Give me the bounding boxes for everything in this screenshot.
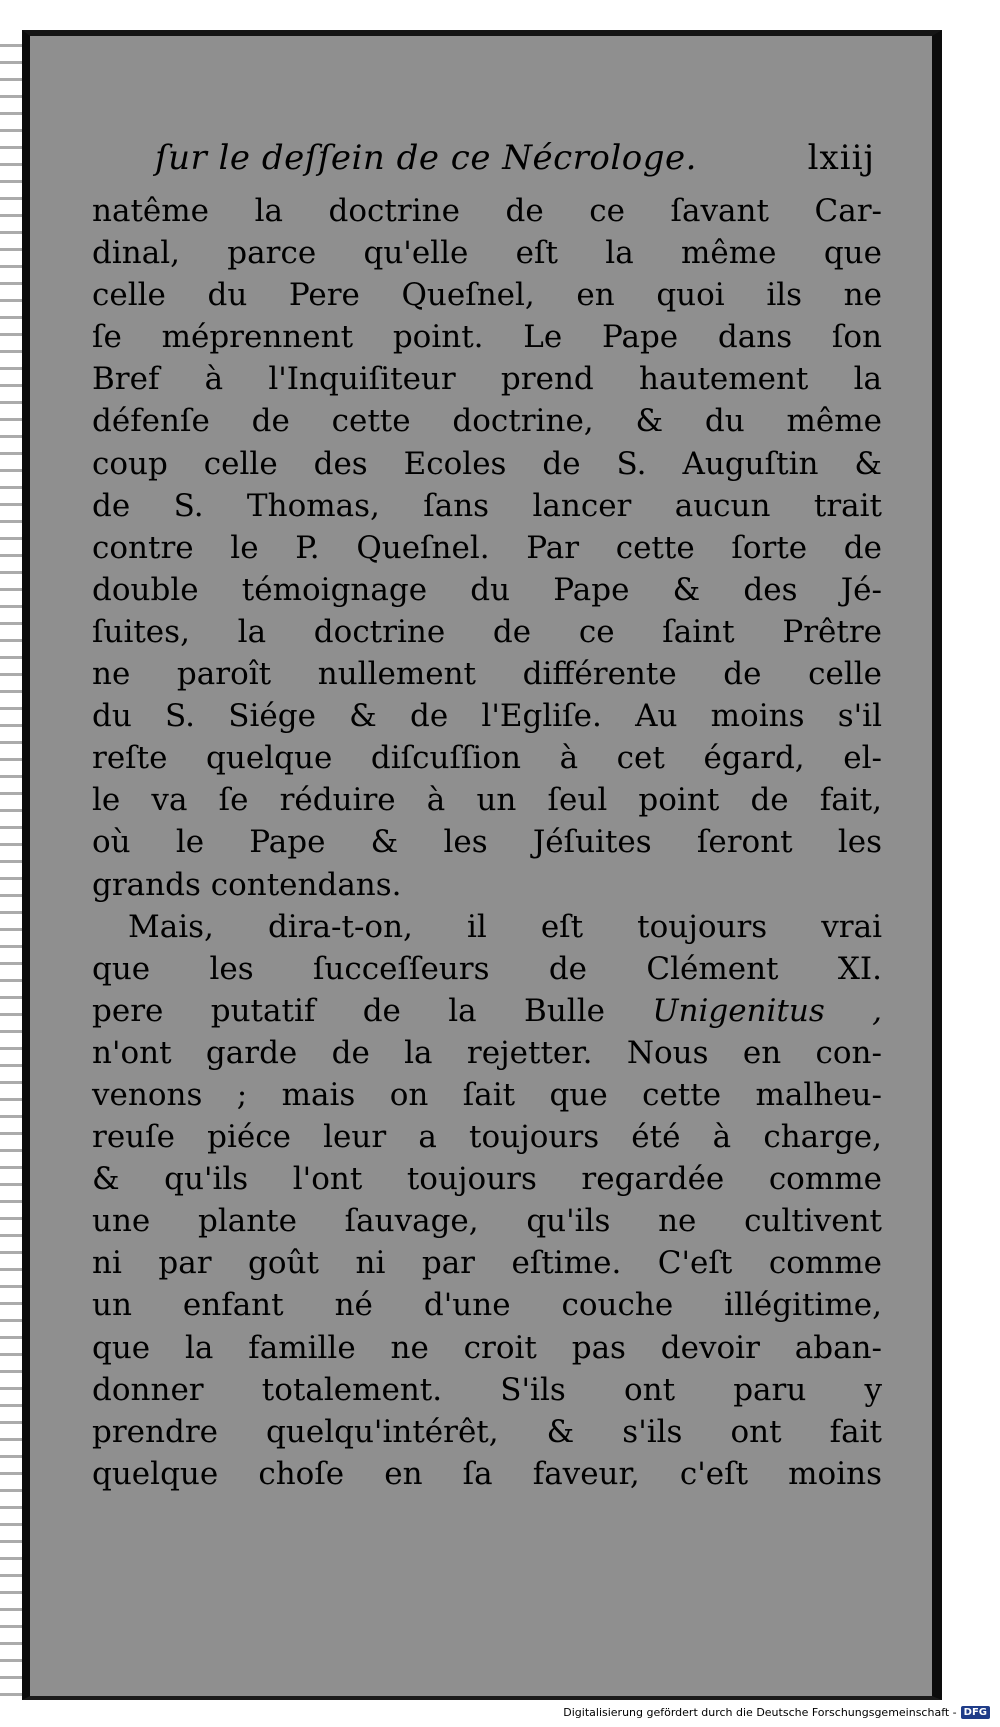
text-line: dinal, parce qu'elle eſt la même que [92, 235, 882, 272]
page-number: lxiij [807, 138, 875, 178]
text-line: le va ſe réduire à un ſeul point de fait, [92, 782, 882, 819]
text-line: que la famille ne croit pas devoir aban- [92, 1329, 882, 1366]
text-line: ſuites, la doctrine de ce ſaint Prêtre [92, 613, 882, 650]
text-line: une plante ſauvage, qu'ils ne cultivent [92, 1203, 882, 1240]
credit-text: Digitalisierung gefördert durch die Deutsche Forschungsgemeinschaft - [563, 1705, 957, 1719]
text-line: reuſe piéce leur a toujours été à charge, [92, 1119, 882, 1156]
text-line: un enfant né d'une couche illégitime, [92, 1287, 882, 1324]
dfg-logo: DFG [961, 1706, 990, 1719]
text-line: ſe méprennent point. Le Pape dans ſon [92, 319, 882, 356]
text-line: donner totalement. S'ils ont paru y [92, 1371, 882, 1408]
text-line: ni par goût ni par eſtime. C'eſt comme [92, 1245, 882, 1282]
text-line: venons ; mais on ſait que cette malheu- [92, 1076, 882, 1113]
text-line: contre le P. Queſnel. Par cette ſorte de [92, 529, 882, 566]
text-line: celle du Pere Queſnel, en quoi ils ne [92, 277, 882, 314]
text-line: du S. Siége & de l'Egliſe. Au moins s'il [92, 698, 882, 735]
text-line: défenſe de cette doctrine, & du même [92, 403, 882, 440]
text-line: prendre quelqu'intérêt, & s'ils ont fait [92, 1413, 882, 1450]
text-line: natême la doctrine de ce ſavant Car- [92, 193, 882, 229]
digitization-credit [563, 1703, 990, 1721]
text-line: de S. Thomas, ſans lancer aucun trait [92, 487, 882, 524]
text-line: double témoignage du Pape & des Jé- [92, 571, 882, 608]
paragraph-start-line: Mais, dira-t-on, il eſt toujours vrai [128, 908, 882, 945]
text-line: & qu'ils l'ont toujours regardée comme [92, 1161, 882, 1198]
running-head [155, 138, 875, 190]
text-line: coup celle des Ecoles de S. Auguſtin & [92, 445, 882, 482]
bull-name: Unigenitus , [652, 992, 882, 1029]
text-line: où le Pape & les Jéſuites ſeront les [92, 824, 882, 861]
running-title: ſur le deſſein de ce Nécrologe. [155, 138, 697, 178]
text-line: Bref à l'Inquiſiteur prend hautement la [92, 361, 882, 398]
text-line: n'ont garde de la rejetter. Nous en con- [92, 1034, 882, 1071]
text-line: reſte quelque diſcuſſion à cet égard, el- [92, 740, 882, 777]
text-line-with-italic [92, 990, 882, 1032]
text-line: que les ſucceſſeurs de Clément XI. [92, 950, 882, 987]
text-line: quelque choſe en ſa faveur, c'eſt moins [92, 1455, 882, 1492]
binding-edge-marks [0, 30, 22, 1700]
text-body [92, 190, 882, 1495]
text-fragment: pere putatif de la Bulle [92, 992, 605, 1029]
text-line: ne paroît nullement différente de celle [92, 656, 882, 693]
text-line: grands contendans. [92, 866, 402, 903]
